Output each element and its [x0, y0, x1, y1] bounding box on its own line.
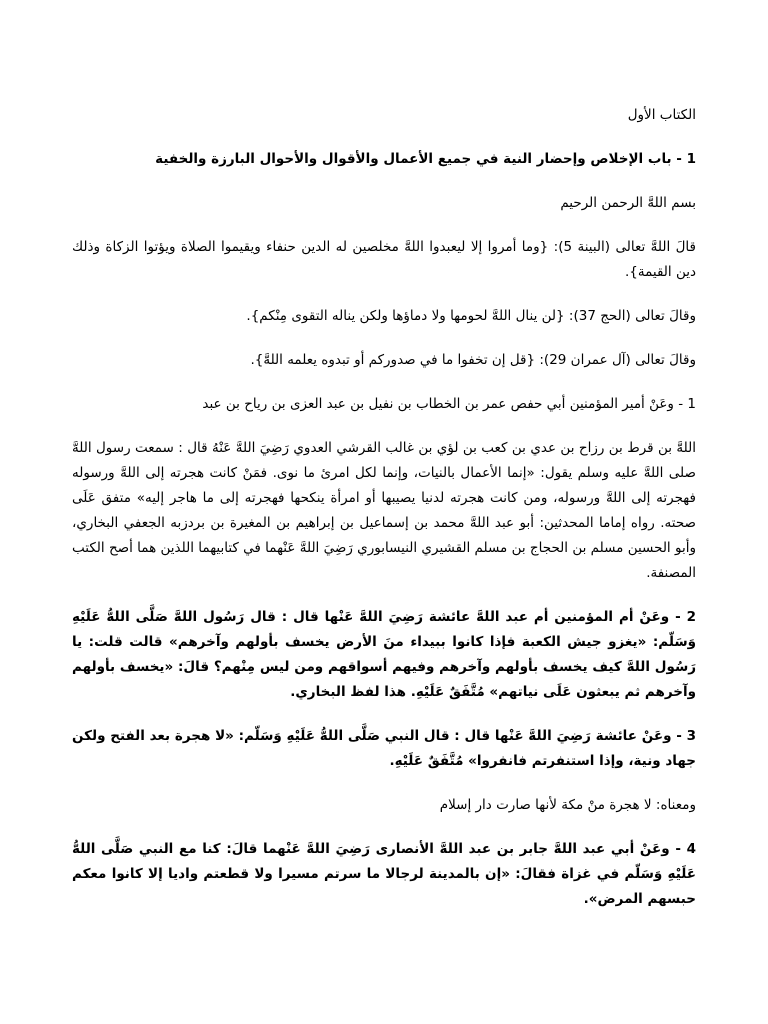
verse-al-imran: وقالَ تعالى (آل عمران 29): {قل إن تخفوا ما في صدوركم أو تبدوه يعلمه اللهَّ}.: [250, 352, 696, 368]
hadith-2: 2 - وعَنْ أم المؤمنين أم عبد اللهَّ عائشة رَضِيَ اللهَّ عَنْها قال : قال رَسُول اللهَّ صَلَّى اللهُّ عَلَيْهِ وَسَلّم: «يغزو جيش الكعبة فإذا كانوا ببيداء منَ الأرض يخسف بأولهم وآخرهم» قالت قلت: يا رَسُول اللهَّ كيف يخسف بأولهم وآخرهم وفيهم أسواقهم ومن ليس مِنْهم؟ قالَ: «يخسف بأولهم وآخرهم ثم يبعثون عَلَى نياتهم» مُتَّفَقٌ عَلَيْهِ. هذا لفظ البخاري.: [72, 609, 696, 700]
hadith-4: 4 - وعَنْ أبي عبد اللهَّ جابر بن عبد اللهَّ الأنصارى رَضِيَ اللهَّ عَنْهما قالَ: كنا مع النبي صَلَّى اللهُّ عَلَيْهِ وَسَلّم في غزاة فقالَ: «إن بالمدينة لرجالا ما سرتم مسيرا ولا قطعتم واديا إلا كانوا معكم حبسهم المرض».: [72, 841, 696, 907]
hadith-3-meaning: ومعناه: لا هجرة منْ مكة لأنها صارت دار إسلام: [439, 797, 696, 813]
chapter-heading: 1 - باب الإخلاص وإحضار النية في جميع الأعمال والأقوال والأحوال البارزة والخفية: [155, 151, 696, 167]
verse-hajj: وقالَ تعالى (الحج 37): {لن ينال اللهَّ لحومها ولا دماؤها ولكن يناله التقوى مِنْكم}.: [246, 308, 696, 324]
hadith-1-intro: 1 - وعَنْ أمير المؤمنين أبي حفص عمر بن الخطاب بن نفيل بن عبد العزى بن رياح بن عبد: [202, 396, 696, 412]
book-title: الكتاب الأول: [627, 107, 696, 123]
basmala: بسم اللهَّ الرحمن الرحيم: [560, 195, 696, 211]
hadith-1-body: اللهَّ بن قرط بن رزاح بن عدي بن كعب بن لؤي بن غالب القرشي العدوي رَضِيَ اللهَّ عَنْهُ قال : سمعت رسول اللهَّ صلى اللهَّ عليه وسلم يقول: «إنما الأعمال بالنيات، وإنما لكل امرئ ما نوى. فمَنْ كانت هجرته إلى اللهَّ ورسوله فهجرته إلى اللهَّ ورسوله، ومن كانت هجرته لدنيا يصيبها أو امرأة ينكحها فهجرته إلى ما هاجر إليه» متفق عَلَى صحته. رواه إماما المحدثين: أبو عبد اللهَّ محمد بن إسماعيل بن إبراهيم بن المغيرة بن بردزبه الجعفي البخاري، وأبو الحسين مسلم بن الحجاج بن مسلم القشيري النيسابوري رَضِيَ اللهَّ عَنْهما في كتابيهما اللذين هما أصح الكتب المصنفة.: [72, 440, 696, 581]
document-body: [72, 103, 696, 931]
verse-bayyina: قالَ اللهَّ تعالى (البينة 5): {وما أمروا إلا ليعبدوا اللهَّ مخلصين له الدين حنفاء ويقيموا الصلاة ويؤتوا الزكاة وذلك دين القيمة}.: [72, 239, 696, 280]
hadith-3: 3 - وعَنْ عائشة رَضِيَ اللهَّ عَنْها قال : قال النبي صَلَّى اللهُّ عَلَيْهِ وَسَلّم: «لا هجرة بعد الفتح ولكن جهاد ونية، وإذا استنفرتم فانفروا» مُتَّفَقٌ عَلَيْهِ.: [72, 728, 696, 769]
